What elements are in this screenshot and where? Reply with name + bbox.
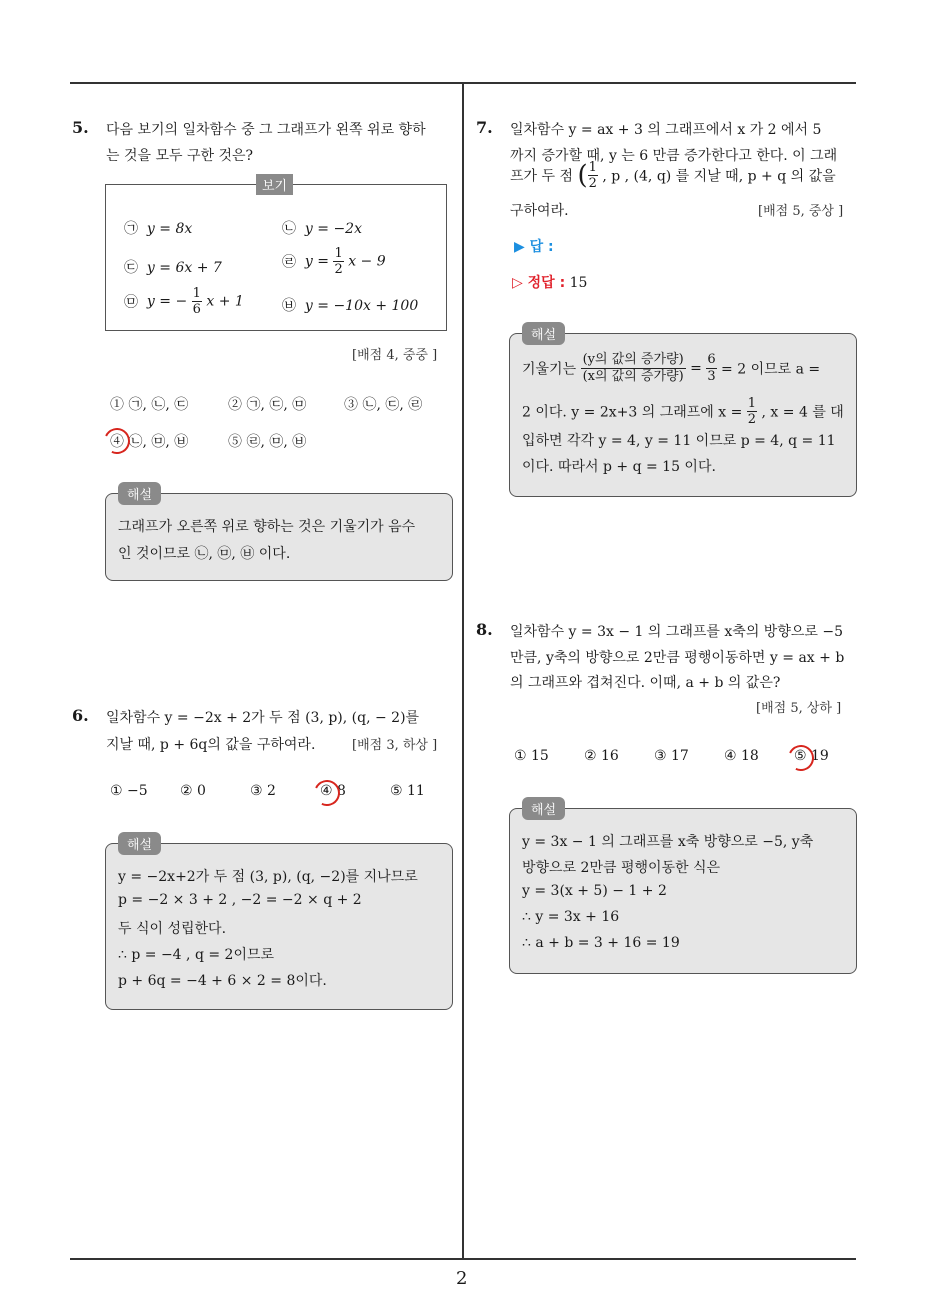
q5-item-1-expr: y = 8x xyxy=(146,221,193,237)
q5-item-4-num: 1 xyxy=(334,246,343,261)
q7-stem-frac-den: 2 xyxy=(588,176,597,191)
q7-solution-line4: 이다. 따라서 p + q = 15 이다. xyxy=(522,459,716,475)
q7-meta: [배점 5, 중상 ] xyxy=(758,204,844,219)
q8-solution-tag: 해설 xyxy=(522,797,565,820)
q5-item-5-num: 1 xyxy=(192,286,201,301)
q7-number: 7. xyxy=(476,118,493,137)
q8-stem-line1: 일차함수 y = 3x − 1 의 그래프를 x축의 방향으로 −5 xyxy=(510,624,843,640)
q7-answer-label[interactable]: ▶ 답 : xyxy=(514,239,554,255)
q6-stem-line1: 일차함수 y = −2x + 2가 두 점 (3, p), (q, − 2)를 xyxy=(106,710,420,726)
q5-solution-box xyxy=(105,493,453,581)
q7-sol-frac-den: (x의 값의 증가량) xyxy=(582,369,684,384)
q6-choice-3[interactable]: ③ 2 xyxy=(250,783,276,799)
q5-item-5-mark: ㉤ xyxy=(124,294,138,311)
q6-choice-4[interactable]: ④ 8 xyxy=(320,783,346,799)
q7-solution-line3: 입하면 각각 y = 4, y = 11 이므로 p = 4, q = 11 xyxy=(522,433,836,449)
q5-stem-line1: 다음 보기의 일차함수 중 그 그래프가 왼쪽 위로 향하 xyxy=(106,122,426,138)
q5-item-4-post: x − 9 xyxy=(348,253,386,270)
q5-item-4-pre: y = xyxy=(304,253,329,270)
bottom-rule xyxy=(70,1258,856,1260)
q5-item-6 xyxy=(282,295,418,315)
column-divider xyxy=(462,82,464,1260)
q7-sol-l1-mid: = xyxy=(690,360,702,377)
q5-item-4-mark: ㉣ xyxy=(282,254,296,271)
q7-stem-line3: 프가 두 점 ( $\frac{1}{2}$ , p , (4, q) 를 지날 때, p + q 의 값을 xyxy=(510,160,836,191)
q5-choice-1[interactable]: ① ㉠, ㉡, ㉢ xyxy=(110,397,189,413)
q8-solution-line4: ∴ y = 3x + 16 xyxy=(522,909,620,925)
q7-stem-line1: 일차함수 y = ax + 3 의 그래프에서 x 가 2 에서 5 xyxy=(510,122,822,138)
q7-correct xyxy=(512,272,587,292)
q6-choice-2[interactable]: ② 0 xyxy=(180,783,206,799)
q5-choice-4[interactable]: ④ ㉡, ㉤, ㉥ xyxy=(110,434,189,450)
q5-choice-5[interactable]: ⑤ ㉣, ㉤, ㉥ xyxy=(228,434,307,450)
q7-solution-line1 xyxy=(522,352,820,385)
q5-choice-2[interactable]: ② ㉠, ㉢, ㉤ xyxy=(228,397,307,413)
q5-item-5-den: 6 xyxy=(192,302,201,317)
q5-item-4 xyxy=(282,246,386,277)
q5-number: 5. xyxy=(72,118,89,137)
q8-choice-2[interactable]: ② 16 xyxy=(584,748,619,764)
q5-box-title: 보기 xyxy=(256,174,293,195)
q8-stem-line2: 만큼, y축의 방향으로 2만큼 평행이동하면 y = ax + b xyxy=(510,650,845,666)
q5-item-2 xyxy=(282,218,362,238)
q8-answer-circle-icon xyxy=(784,741,817,774)
q7-stem-line3-post: , p , (4, q) 를 지날 때, p + q 의 값을 xyxy=(602,168,836,185)
q6-solution-line3: 두 식이 성립한다. xyxy=(118,921,227,937)
q7-sol-l2-den: 2 xyxy=(747,412,757,427)
q6-choice-1[interactable]: ① −5 xyxy=(110,783,148,799)
q6-solution-line1: y = −2x+2가 두 점 (3, p), (q, −2)를 지나므로 xyxy=(118,869,418,885)
q5-item-5 xyxy=(124,286,244,317)
q7-sol-frac2-den: 3 xyxy=(707,369,716,384)
q7-correct-label: ▷ 정답 : xyxy=(512,275,566,291)
q8-solution-line3: y = 3(x + 5) − 1 + 2 xyxy=(522,883,667,899)
q5-solution-tag: 해설 xyxy=(118,482,161,505)
page-number: 2 xyxy=(456,1268,468,1289)
q5-item-1-mark: ㉠ xyxy=(124,221,138,237)
q6-solution-line5: p + 6q = −4 + 6 × 2 = 8이다. xyxy=(118,973,327,989)
q6-stem-line2: 지날 때, p + 6q의 값을 구하여라. xyxy=(106,737,316,753)
q6-answer-circle-icon xyxy=(310,776,343,809)
q7-sol-frac-num: (y의 값의 증가량) xyxy=(582,352,684,367)
q6-solution-line2: p = −2 × 3 + 2 , −2 = −2 × q + 2 xyxy=(118,892,362,908)
q7-solution-tag: 해설 xyxy=(522,322,565,345)
q7-stem-frac-num: 1 xyxy=(588,160,597,175)
q8-choice-4[interactable]: ④ 18 xyxy=(724,748,759,764)
q7-solution-line2 xyxy=(522,396,844,427)
q5-item-1 xyxy=(124,218,192,238)
q8-choice-5[interactable]: ⑤ 19 xyxy=(794,748,829,764)
q8-meta: [배점 5, 상하 ] xyxy=(756,701,842,716)
q6-meta: [배점 3, 하상 ] xyxy=(352,738,438,753)
q7-stem-line3-pre: 프가 두 점 xyxy=(510,168,573,185)
q5-item-5-post: x + 1 xyxy=(206,293,244,310)
q7-stem-line2: 까지 증가할 때, y 는 6 만큼 증가한다고 한다. 이 그래 xyxy=(510,148,838,164)
q6-solution-line4: ∴ p = −4 , q = 2이므로 xyxy=(118,947,275,963)
q5-solution-line2: 인 것이므로 ㉡, ㉤, ㉥ 이다. xyxy=(118,546,291,562)
q5-item-3 xyxy=(124,257,222,277)
q8-solution-line2: 방향으로 2만큼 평행이동한 식은 xyxy=(522,860,721,876)
q7-sol-l2-num: 1 xyxy=(747,396,757,411)
q5-solution-line1: 그래프가 오른쪽 위로 향하는 것은 기울기가 음수 xyxy=(118,519,416,535)
q5-stem-line2: 는 것을 모두 구한 것은? xyxy=(106,148,254,164)
q7-sol-l1-pre: 기울기는 xyxy=(522,361,577,378)
q5-answer-circle-icon xyxy=(100,424,133,457)
q5-item-6-expr: y = −10x + 100 xyxy=(304,298,419,314)
q7-sol-l2-pre: 2 이다. y = 2x+3 의 그래프에 x = xyxy=(522,404,743,421)
q8-number: 8. xyxy=(476,620,493,639)
q7-sol-l1-post: = 2 이므로 a = xyxy=(721,361,821,378)
q7-sol-frac2-num: 6 xyxy=(707,352,716,367)
q7-sol-l2-post: , x = 4 를 대 xyxy=(761,404,844,421)
q5-item-3-expr: y = 6x + 7 xyxy=(146,260,222,276)
q8-choice-3[interactable]: ③ 17 xyxy=(654,748,689,764)
q6-solution-tag: 해설 xyxy=(118,832,161,855)
q8-solution-line1: y = 3x − 1 의 그래프를 x축 방향으로 −5, y축 xyxy=(522,834,814,850)
q8-choice-1[interactable]: ① 15 xyxy=(514,748,549,764)
q8-stem-line3: 의 그래프와 겹쳐진다. 이때, a + b 의 값은? xyxy=(510,675,781,691)
q7-correct-value: 15 xyxy=(569,275,588,291)
q7-stem-line4: 구하여라. xyxy=(510,203,569,219)
q6-choice-5[interactable]: ⑤ 11 xyxy=(390,783,425,799)
q5-item-4-den: 2 xyxy=(334,262,343,277)
q5-choice-3[interactable]: ③ ㉡, ㉢, ㉣ xyxy=(344,397,423,413)
q6-number: 6. xyxy=(72,706,89,725)
q5-meta: [배점 4, 중중 ] xyxy=(352,348,438,363)
q5-item-5-pre: y = − xyxy=(146,293,188,310)
q5-item-2-expr: y = −2x xyxy=(304,221,362,237)
q5-item-2-mark: ㉡ xyxy=(282,221,296,237)
q8-solution-line5: ∴ a + b = 3 + 16 = 19 xyxy=(522,935,680,951)
q5-item-6-mark: ㉥ xyxy=(282,298,296,314)
q5-item-3-mark: ㉢ xyxy=(124,260,138,276)
